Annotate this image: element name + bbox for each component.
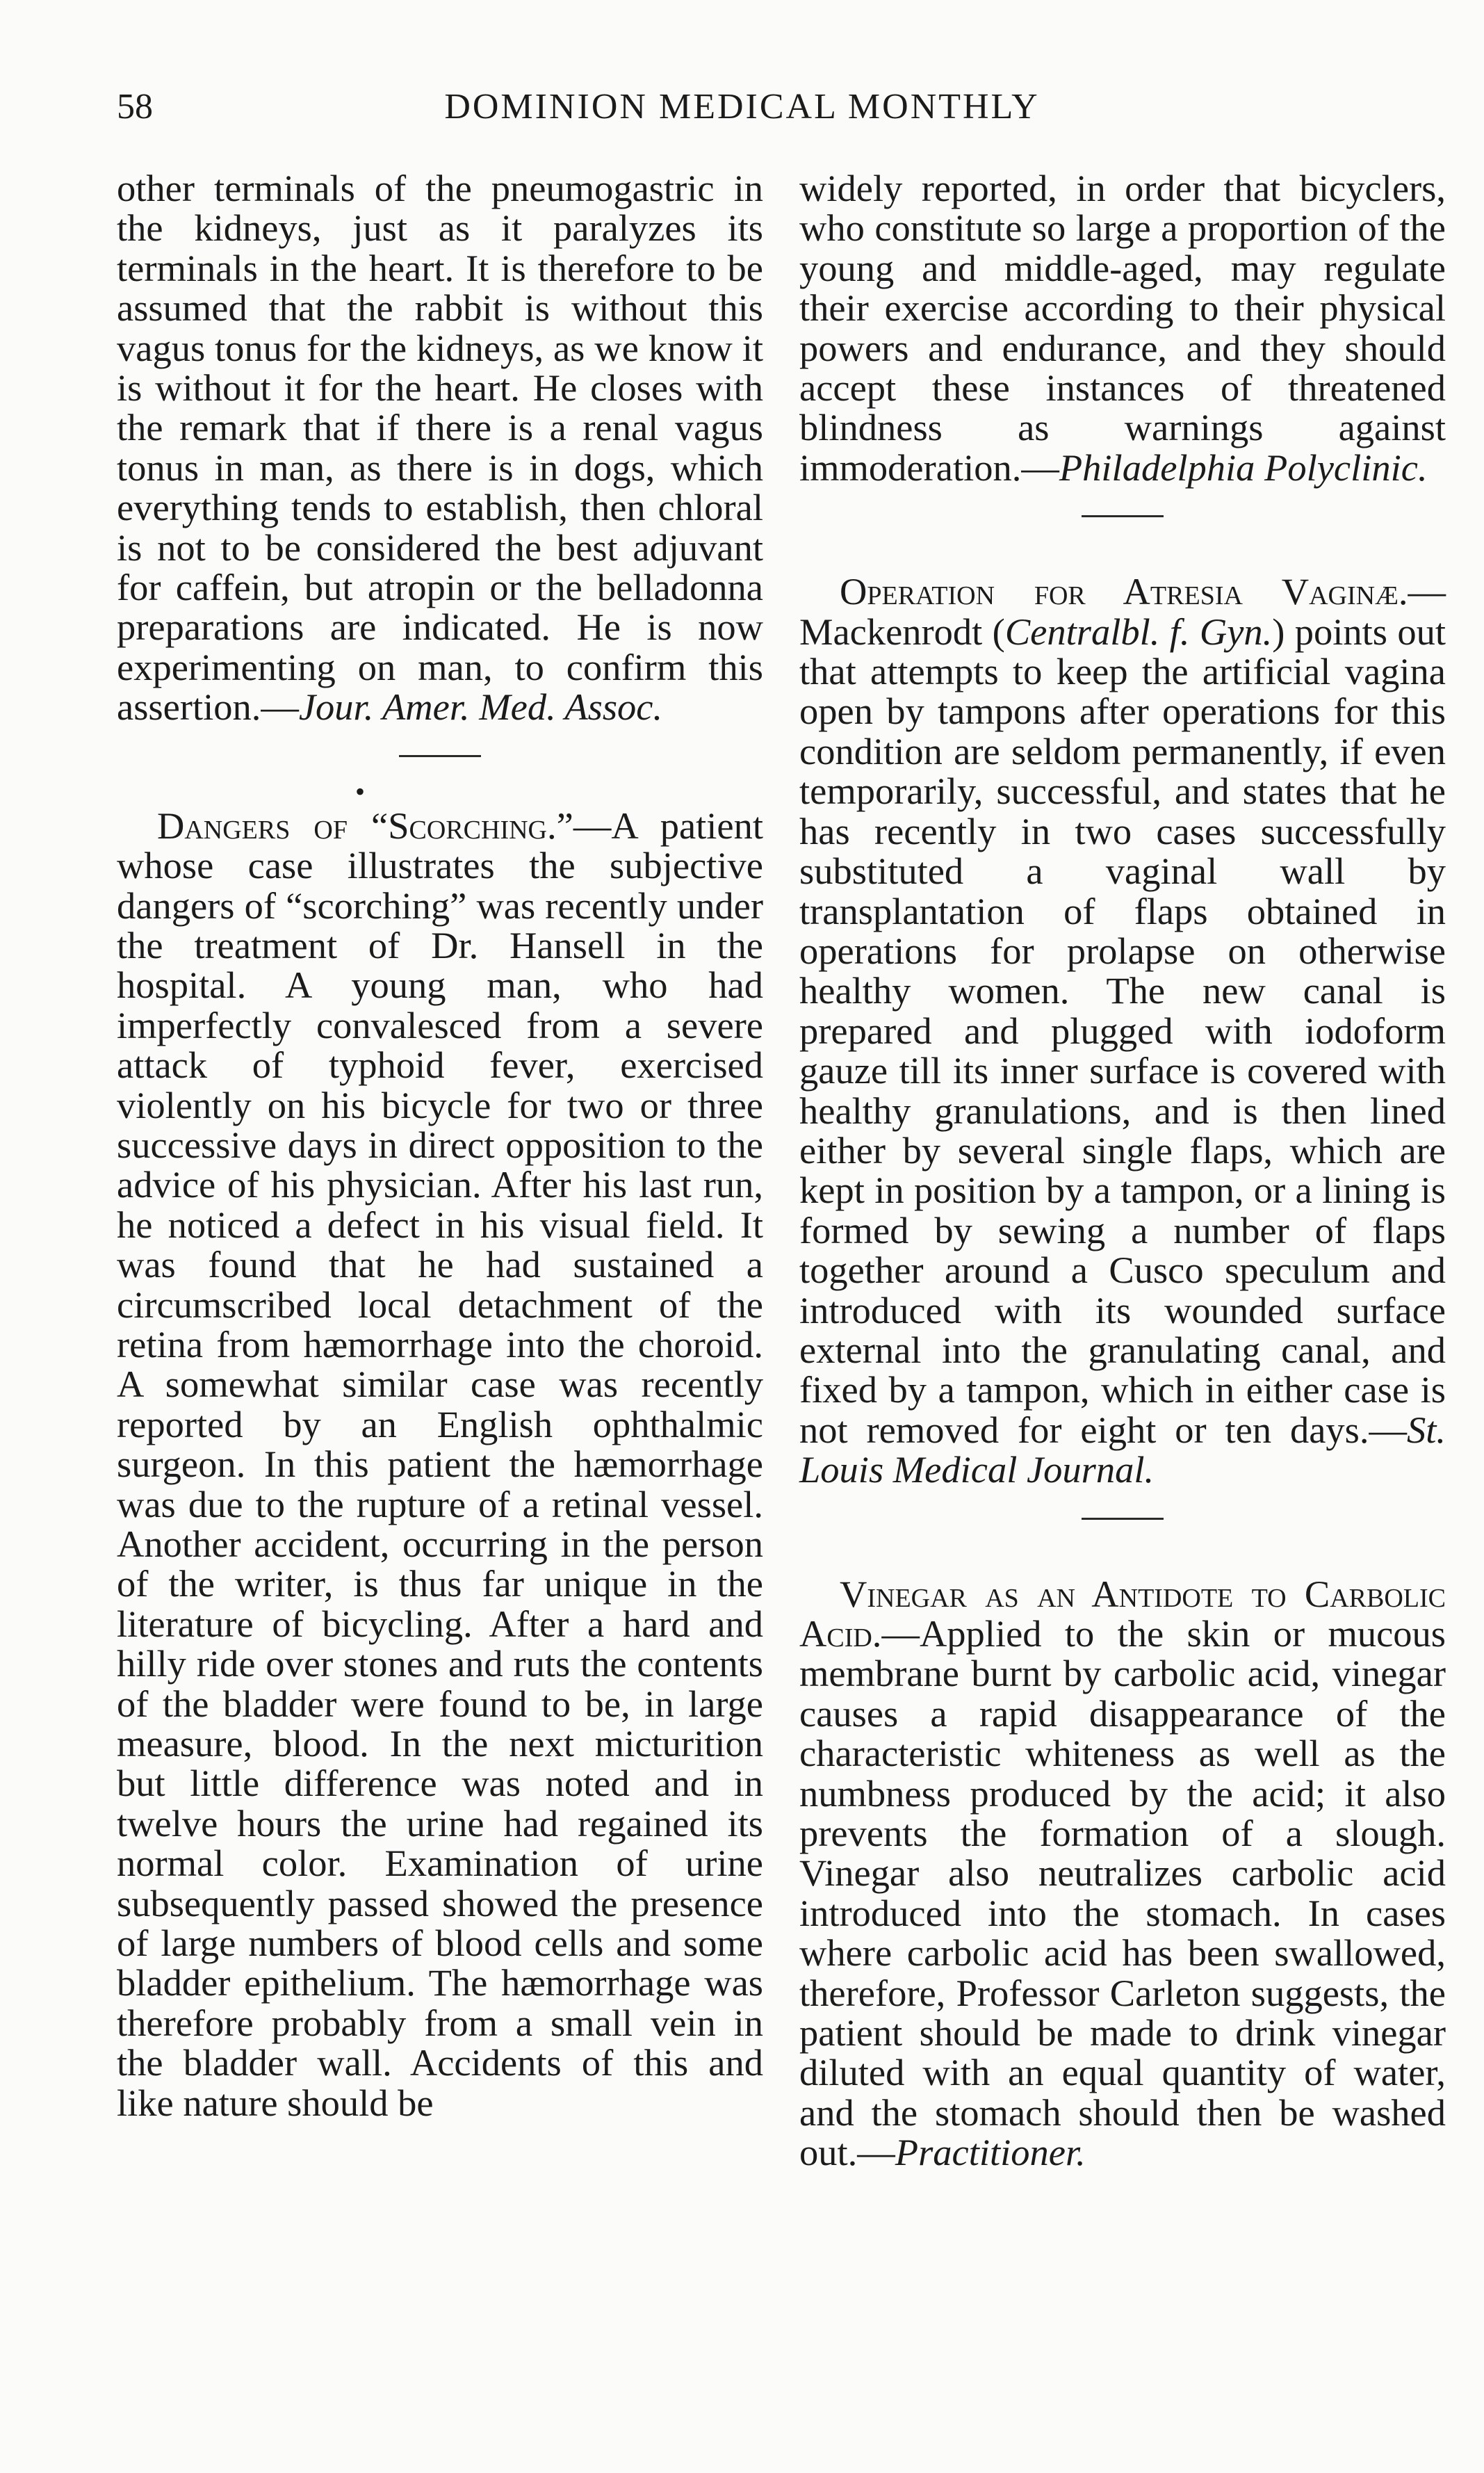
running-title: DOMINION MEDICAL MONTHLY — [444, 87, 1040, 127]
section-divider — [1082, 515, 1164, 517]
continued-source: Philadelphia Polyclinic. — [1059, 446, 1428, 489]
article-title: Operation for Atresia Vaginæ. — [840, 570, 1408, 613]
continued-paragraph — [799, 168, 1446, 487]
article-author: —Mackenrodt ( — [799, 570, 1446, 653]
article-title: Vinegar as an Antidote to Carbolic Acid. — [799, 1572, 1446, 1655]
continued-source: Jour. Amer. Med. Assoc. — [298, 686, 663, 729]
ornament-dot: • — [354, 775, 365, 807]
article-source: Practitioner. — [895, 2131, 1086, 2174]
section-divider — [399, 755, 481, 757]
article-title: Dangers of “Scorching.” — [157, 804, 573, 847]
article-body: —Applied to the skin or mucous membrane burnt by carbolic acid, vinegar causes a rapid disappearance of the characteristic whiteness as well as the numbness produced by the acid; it also prevents the formation of a slough. Vinegar also neutralizes carbolic acid introduced into the stomach. In cases where carbolic acid has been swallowed, therefore, Professor Carleton suggests, the patient should be made to drink vinegar diluted with an equal quantity of water, and the stomach should then be washed out.— — [799, 1612, 1446, 2174]
left-column — [117, 168, 763, 2123]
article-atresia — [799, 571, 1446, 1489]
page-number: 58 — [117, 87, 153, 127]
continued-text: other terminals of the pneumogastric in the kidneys, just as it paralyzes its terminals in the heart. It is therefore to be assumed that the rabbit is without this vagus tonus for the kidneys, as we know it is without it for the heart. He closes with the remark that if there is a renal vagus tonus in man, as there is in dogs, which everything tends to establish, then chloral is not to be considered the best adjuvant for caffein, but atropin or the belladonna preparations are indicated. He is now experimenting on man, to confirm this assertion.— — [117, 167, 763, 729]
section-divider — [1082, 1518, 1164, 1520]
article-scorching — [117, 806, 763, 2123]
article-vinegar — [799, 1574, 1446, 2173]
continued-paragraph — [117, 168, 763, 727]
article-body: —A patient whose case illustrates the subjective dangers of “scorching” was recently under the treatment of Dr. Hansell in the hospital. A young man, who had imperfectly convalesced from a severe attack of typhoid fever, exercised violently on his bicycle for two or three successive days in direct opposition to the advice of his physician. After his last run, he noticed a defect in his visual field. It was found that he had sustained a circumscribed local detachment of the retina from hæmorrhage into the choroid. A somewhat similar case was recently reported by an English ophthalmic surgeon. In this patient the hæmorrhage was due to the rupture of a retinal vessel. Another accident, occurring in the person of the writer, is thus far unique in the literature of bicycling. After a hard and hilly ride over stones and ruts the contents of the bladder were found to be, in large measure, blood. In the next micturition but little difference was noted and in twelve hours the urine had regained its normal color. Examination of urine subsequently passed showed the presence of large numbers of blood cells and some bladder epithelium. The hæmorrhage was therefore probably from a small vein in the bladder wall. Accidents of this and like nature should be — [117, 804, 764, 2124]
right-column — [799, 168, 1446, 2173]
article-source: St. Louis Medical Journal. — [799, 1408, 1446, 1491]
article-body: ) points out that attempts to keep the artificial vagina open by tampons after operations for this condition are seldom permanently, if even temporarily, successful, and states that he has recently in two cases successfully substituted a vaginal wall by transplantation of flaps obtained in operations for prolapse on otherwise healthy women. The new canal is prepared and plugged with iodoform gauze till its inner surface is covered with healthy granulations, and is then lined either by several single flaps, which are kept in position by a tampon, or a lining is formed by sewing a number of flaps together around a Cusco speculum and introduced with its wounded surface external into the granulating canal, and fixed by a tampon, which in either case is not removed for eight or ten days.— — [799, 610, 1446, 1451]
article-inline-source: Centralbl. f. Gyn. — [1004, 610, 1273, 653]
continued-text: widely reported, in order that bicyclers, who constitute so large a proportion of the young and middle-aged, may regulate their exercise according to their physical powers and endurance, and they should accept these instances of threatened blindness as warnings against immoderation.— — [799, 167, 1446, 489]
